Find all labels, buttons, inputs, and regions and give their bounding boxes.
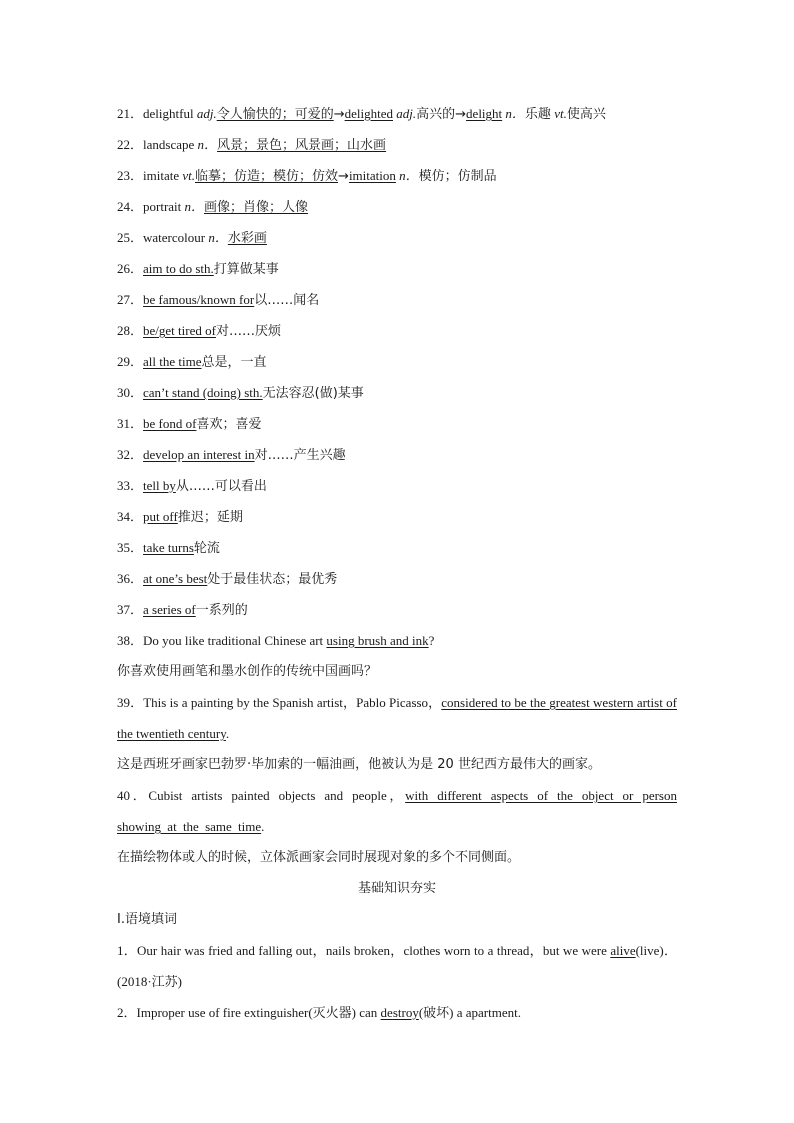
sentence-translation-39: 这是西班牙画家巴勃罗·毕加索的一幅油画，他被认为是 20 世纪西方最伟大的画家。 bbox=[117, 757, 601, 772]
part-of-speech: n． bbox=[197, 137, 218, 152]
item-number: 32． bbox=[117, 447, 144, 462]
definition: 总是，一直 bbox=[201, 355, 267, 370]
headword: imitate bbox=[143, 168, 180, 183]
section-heading: 基础知识夯实 bbox=[357, 881, 436, 896]
definition: 推迟；延期 bbox=[177, 510, 243, 525]
phrase-item-36 bbox=[117, 563, 677, 594]
definition: 对……厌烦 bbox=[215, 324, 281, 339]
arrow: → bbox=[333, 107, 345, 122]
phrase-item-28 bbox=[117, 315, 677, 346]
exercise-item-1 bbox=[117, 935, 677, 997]
derived-word-answer: delighted bbox=[344, 106, 393, 121]
sentence-item-40 bbox=[117, 780, 677, 842]
part-of-speech: adj. bbox=[396, 106, 417, 121]
item-number: 39． bbox=[117, 695, 144, 710]
phrase-answer: be fond of bbox=[143, 416, 197, 431]
definition: 喜欢；喜爱 bbox=[196, 417, 262, 432]
item-number: 40． bbox=[117, 788, 149, 803]
sentence-translation-40: 在描绘物体或人的时候，立体派画家会同时展现对象的多个不同侧面。 bbox=[117, 850, 521, 865]
derived-word-answer: imitation bbox=[348, 168, 396, 183]
phrase-item-34 bbox=[117, 501, 677, 532]
phrase-item-30 bbox=[117, 377, 677, 408]
definition: 轮流 bbox=[193, 541, 220, 556]
sentence-answer: with different aspects of the object or person showing at the same time bbox=[117, 788, 677, 834]
part-of-speech: adj. bbox=[196, 106, 217, 121]
vocab-item-22 bbox=[117, 129, 677, 160]
definition: 无法容忍(做)某事 bbox=[262, 386, 364, 401]
phrase-item-37 bbox=[117, 594, 677, 625]
exercise-text: Our hair was fried and falling out，nails broken，clothes worn to a thread，but we were bbox=[136, 943, 611, 958]
definition: 一系列的 bbox=[195, 603, 248, 618]
sentence-text: This is a painting by the Spanish artist，Pablo Picasso， bbox=[143, 695, 442, 710]
vocab-item-25 bbox=[117, 222, 677, 253]
sentence-text: Cubist artists painted objects and people， bbox=[148, 788, 406, 803]
sentence-end: ? bbox=[428, 633, 435, 648]
phrase-item-31 bbox=[117, 408, 677, 439]
arrow: → bbox=[455, 107, 467, 122]
part-of-speech: n． bbox=[184, 199, 205, 214]
document-page bbox=[117, 98, 677, 1028]
item-number: 21． bbox=[117, 106, 144, 121]
item-number: 34． bbox=[117, 509, 144, 524]
vocab-item-23 bbox=[117, 160, 677, 191]
item-number: 25． bbox=[117, 230, 144, 245]
definition-answer: 水彩画 bbox=[227, 231, 267, 246]
item-number: 37． bbox=[117, 602, 144, 617]
part-of-speech: vt. bbox=[182, 168, 196, 183]
definition: 打算做某事 bbox=[213, 262, 279, 277]
exercise-item-2 bbox=[117, 997, 677, 1028]
part-of-speech: n． bbox=[399, 168, 419, 183]
definition-answer: 令人愉快的；可爱的 bbox=[216, 107, 334, 122]
phrase-item-29 bbox=[117, 346, 677, 377]
item-number: 23． bbox=[117, 168, 144, 183]
sentence-end: . bbox=[225, 726, 230, 741]
phrase-answer: take turns bbox=[143, 540, 194, 555]
sentence-translation-38: 你喜欢使用画笔和墨水创作的传统中国画吗？ bbox=[117, 664, 378, 679]
phrase-answer: all the time bbox=[143, 354, 202, 369]
item-number: 35． bbox=[117, 540, 144, 555]
definition-answer: 风景；景色；风景画；山水画 bbox=[217, 138, 387, 153]
item-number: 22． bbox=[117, 137, 144, 152]
phrase-answer: a series of bbox=[143, 602, 196, 617]
sentence-item-38 bbox=[117, 625, 677, 656]
item-number: 28． bbox=[117, 323, 144, 338]
phrase-answer: can’t stand (doing) sth. bbox=[143, 385, 263, 400]
item-number: 27． bbox=[117, 292, 144, 307]
phrase-answer: at one’s best bbox=[143, 571, 208, 586]
definition: 处于最佳状态；最优秀 bbox=[207, 572, 338, 587]
definition-answer: 画像；肖像；人像 bbox=[204, 200, 309, 215]
item-number: 29． bbox=[117, 354, 144, 369]
exercise-hint: (live)．(2018·江苏) bbox=[117, 943, 677, 989]
phrase-item-35 bbox=[117, 532, 677, 563]
definition: 高兴的 bbox=[416, 107, 456, 122]
sentence-end: . bbox=[261, 819, 265, 834]
vocab-item-21 bbox=[117, 98, 677, 129]
definition: 对……产生兴趣 bbox=[254, 448, 346, 463]
section-subheading: Ⅰ.语境填词 bbox=[117, 912, 177, 927]
phrase-answer: tell by bbox=[143, 478, 176, 493]
exercise-answer: alive bbox=[610, 943, 636, 958]
phrase-item-33 bbox=[117, 470, 677, 501]
item-number: 36． bbox=[117, 571, 144, 586]
phrase-answer: develop an interest in bbox=[143, 447, 255, 462]
item-number: 2． bbox=[117, 1005, 137, 1020]
definition: 模仿；仿制品 bbox=[418, 169, 497, 184]
sentence-answer: considered to be the greatest western artist of the twentieth century bbox=[117, 695, 677, 741]
definition: 以……闻名 bbox=[254, 293, 320, 308]
headword: watercolour bbox=[143, 230, 206, 245]
exercise-hint: (破坏) a apartment. bbox=[418, 1005, 521, 1020]
item-number: 31． bbox=[117, 416, 144, 431]
phrase-answer: put off bbox=[143, 509, 178, 524]
phrase-answer: be famous/known for bbox=[143, 292, 255, 307]
sentence-item-39 bbox=[117, 687, 677, 749]
item-number: 26． bbox=[117, 261, 144, 276]
part-of-speech: n． bbox=[505, 106, 525, 121]
item-number: 24． bbox=[117, 199, 144, 214]
phrase-answer: be/get tired of bbox=[143, 323, 216, 338]
definition: 乐趣 bbox=[524, 107, 551, 122]
sentence-answer: using brush and ink bbox=[326, 633, 429, 648]
headword: portrait bbox=[143, 199, 182, 214]
item-number: 30． bbox=[117, 385, 144, 400]
item-number: 1． bbox=[117, 943, 137, 958]
derived-word-answer: delight bbox=[466, 106, 503, 121]
item-number: 38． bbox=[117, 633, 144, 648]
part-of-speech: vt. bbox=[554, 106, 567, 121]
exercise-answer: destroy bbox=[380, 1005, 419, 1020]
part-of-speech: n． bbox=[208, 230, 228, 245]
item-number: 33． bbox=[117, 478, 144, 493]
exercise-text: Improper use of fire extinguisher(灭火器) can bbox=[136, 1005, 381, 1020]
definition-answer: 临摹；仿造；模仿；仿效 bbox=[195, 169, 339, 184]
headword: delightful bbox=[143, 106, 194, 121]
phrase-item-26 bbox=[117, 253, 677, 284]
phrase-item-27 bbox=[117, 284, 677, 315]
phrase-answer: aim to do sth. bbox=[143, 261, 214, 276]
arrow: → bbox=[338, 169, 349, 184]
definition: 使高兴 bbox=[566, 107, 606, 122]
definition: 从……可以看出 bbox=[175, 479, 267, 494]
sentence-text: Do you like traditional Chinese art bbox=[143, 633, 327, 648]
vocab-item-24 bbox=[117, 191, 677, 222]
headword: landscape bbox=[143, 137, 195, 152]
phrase-item-32 bbox=[117, 439, 677, 470]
